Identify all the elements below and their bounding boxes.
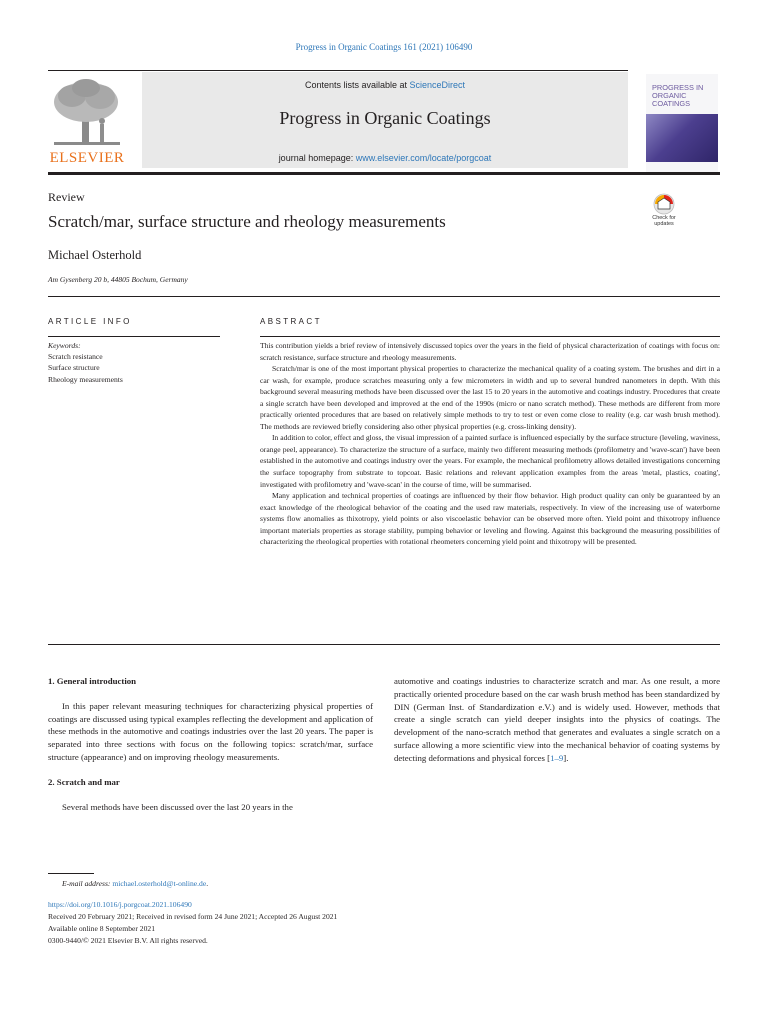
article-info-rule [48, 336, 220, 337]
author-name[interactable]: Michael Osterhold [48, 248, 142, 262]
header-thick-rule [48, 172, 720, 175]
keyword-item[interactable]: Scratch resistance [48, 352, 103, 362]
abstract-paragraph: This contribution yields a brief review of intensively discussed topics over the years in the field of physical characterization of coatings with focus on: scratch resistance, surface structure and rheology measurements. [260, 341, 720, 362]
cover-artwork [646, 114, 718, 162]
section-1-paragraph: In this paper relevant measuring techniques for characterizing physical properties of coatings are discussed using typical examples reflecting the development and application of these methods in the automotive and coatings industries over the last 20 years. The paper is separated into three sections with focus on the following topics: scratch/mar, surface structure (appearance) and on improving rheology measurements. [48, 700, 373, 762]
author-email-footnote [62, 879, 208, 888]
abstract-paragraph: Scratch/mar is one of the most important physical properties to characterize the mechanical quality of a coating system. The brushes and dirt in a car wash, for example, produce scratches measuring only a few micrometers in width and up to several hundred nanometers in depth. With this background several measuring methods have been discussed over the last 15 to 20 years in the automotive and coatings industry. Procedures that create a single scratch have been developed and improved at the end of the 1990s (micro or nano scratch method). These methods are different from more practically oriented procedures that are based on relatively simple methods to try to test or even come close to reality (e.g. car wash brush method). The methods are reviewed briefly considering also other physical properties (e.g. cross-linking density). [260, 364, 720, 431]
section-2-continuation [394, 675, 720, 765]
header-top-rule [48, 70, 628, 71]
continuation-text: automotive and coatings industries to characterize scratch and mar. As one result, a more practically oriented procedure based on the car wash brush method has been standardized by DIN (German Inst. of Standardization e.V.) and is widely used. However, methods that create a single scratch can yield deeper insights into the physics of coatings. The development of the nano-scratch method that generates and evaluates a single scratch on a surface allowing a more scientific view into the mechanical behavior of coating systems by detecting deformations and physical forces [ [394, 676, 720, 763]
keyword-item[interactable]: Rheology measurements [48, 374, 123, 384]
cover-title-line-1: PROGRESS IN [652, 83, 704, 92]
contents-line [142, 80, 628, 90]
sciencedirect-link[interactable]: ScienceDirect [409, 80, 466, 90]
check-for-updates-badge[interactable] [646, 193, 682, 229]
abstract-paragraph: Many application and technical properties of coatings are influenced by their flow behavior. High product quality can only be guaranteed by an exact knowledge of the rheological behavior of the coating and the used raw materials, respectively. In view of the increasing use of waterborne systems flow anomalies as thixotropy, yield points or also viscoelastic behavior can be observed more often. Yield point and thixotropy influence important materials properties as storage stability, pumping behavior or leveling and flowing. Against this background the measuring possibilities of characterizing the rheological properties with rotational rheometers concerning yield point and thixotropy will be presented. [260, 491, 720, 547]
article-type: Review [48, 190, 85, 204]
publisher-logo-text: ELSEVIER [49, 150, 125, 166]
check-for-updates-label: Check for updates [652, 215, 676, 227]
journal-homepage-line [142, 153, 628, 163]
section-1-heading: 1. General introduction [48, 676, 137, 686]
available-online: Available online 8 September 2021 [48, 924, 155, 933]
article-info-heading: ARTICLE INFO [48, 317, 132, 326]
footnote-end: . [206, 879, 209, 888]
email-label: E-mail address: [62, 879, 113, 888]
received-dates: Received 20 February 2021; Received in revised form 24 June 2021; Accepted 26 August 2021 [48, 912, 338, 921]
section-2-heading: 2. Scratch and mar [48, 776, 120, 787]
reference-link[interactable]: 1–9 [550, 752, 564, 763]
article-footer [48, 899, 337, 947]
keyword-item[interactable]: Surface structure [48, 363, 100, 373]
journal-cover-thumbnail[interactable] [646, 74, 718, 172]
footnote-rule [48, 873, 94, 874]
check-for-updates-icon [646, 193, 682, 215]
keywords-block [48, 340, 220, 385]
journal-title: Progress in Organic Coatings [279, 108, 491, 128]
cover-title-line-3: COATINGS [652, 99, 691, 108]
abstract-paragraph: In addition to color, effect and gloss, the visual impression of a painted surface is influenced especially by the surface structure (leveling, waviness, orange peel, appearance). To characterize the structure of a surface, mainly two different measuring methods (profilometry and 'wave-scan') have been established in the automotive and coatings industry over the years. For example, the mechanical profilometry allows detailed investigations concerning the surface topography from substrate to topcoat. Basic relations and relevant application examples from the areas 'metal, plastics, coating', investigated with profilometry and 'wave-scan' in the course of time, will be summarised. [260, 433, 720, 489]
cover-title-line-2: ORGANIC [652, 91, 687, 100]
abstract-rule [260, 336, 720, 337]
contents-prefix: Contents lists available at [304, 80, 410, 90]
abstract-body [260, 340, 720, 548]
keywords-label: Keywords: [48, 341, 81, 350]
copyright-line: 0300-9440/© 2021 Elsevier B.V. All rights reserved. [48, 936, 208, 945]
continuation-end: ]. [563, 752, 569, 763]
abstract-heading: ABSTRACT [260, 317, 322, 326]
journal-homepage-link[interactable]: www.elsevier.com/locate/porgcoat [355, 153, 492, 163]
journal-reference[interactable]: Progress in Organic Coatings 161 (2021) 106490 [295, 42, 473, 52]
section-2-paragraph: Several methods have been discussed over the last 20 years in the [62, 801, 293, 812]
body-left-column [48, 675, 373, 825]
author-affiliation: Am Gysenberg 20 b, 44805 Bochum, Germany [48, 275, 188, 284]
article-title: Scratch/mar, surface structure and rheology measurements [48, 212, 446, 231]
abstract-separator [48, 644, 720, 645]
doi-link[interactable]: https://doi.org/10.1016/j.porgcoat.2021.106490 [48, 900, 192, 909]
cover-title [652, 84, 703, 108]
homepage-prefix: journal homepage: [278, 153, 356, 163]
author-email-link[interactable]: michael.osterhold@t-online.de [112, 879, 207, 888]
body-right-column [394, 675, 720, 777]
title-separator [48, 296, 720, 297]
